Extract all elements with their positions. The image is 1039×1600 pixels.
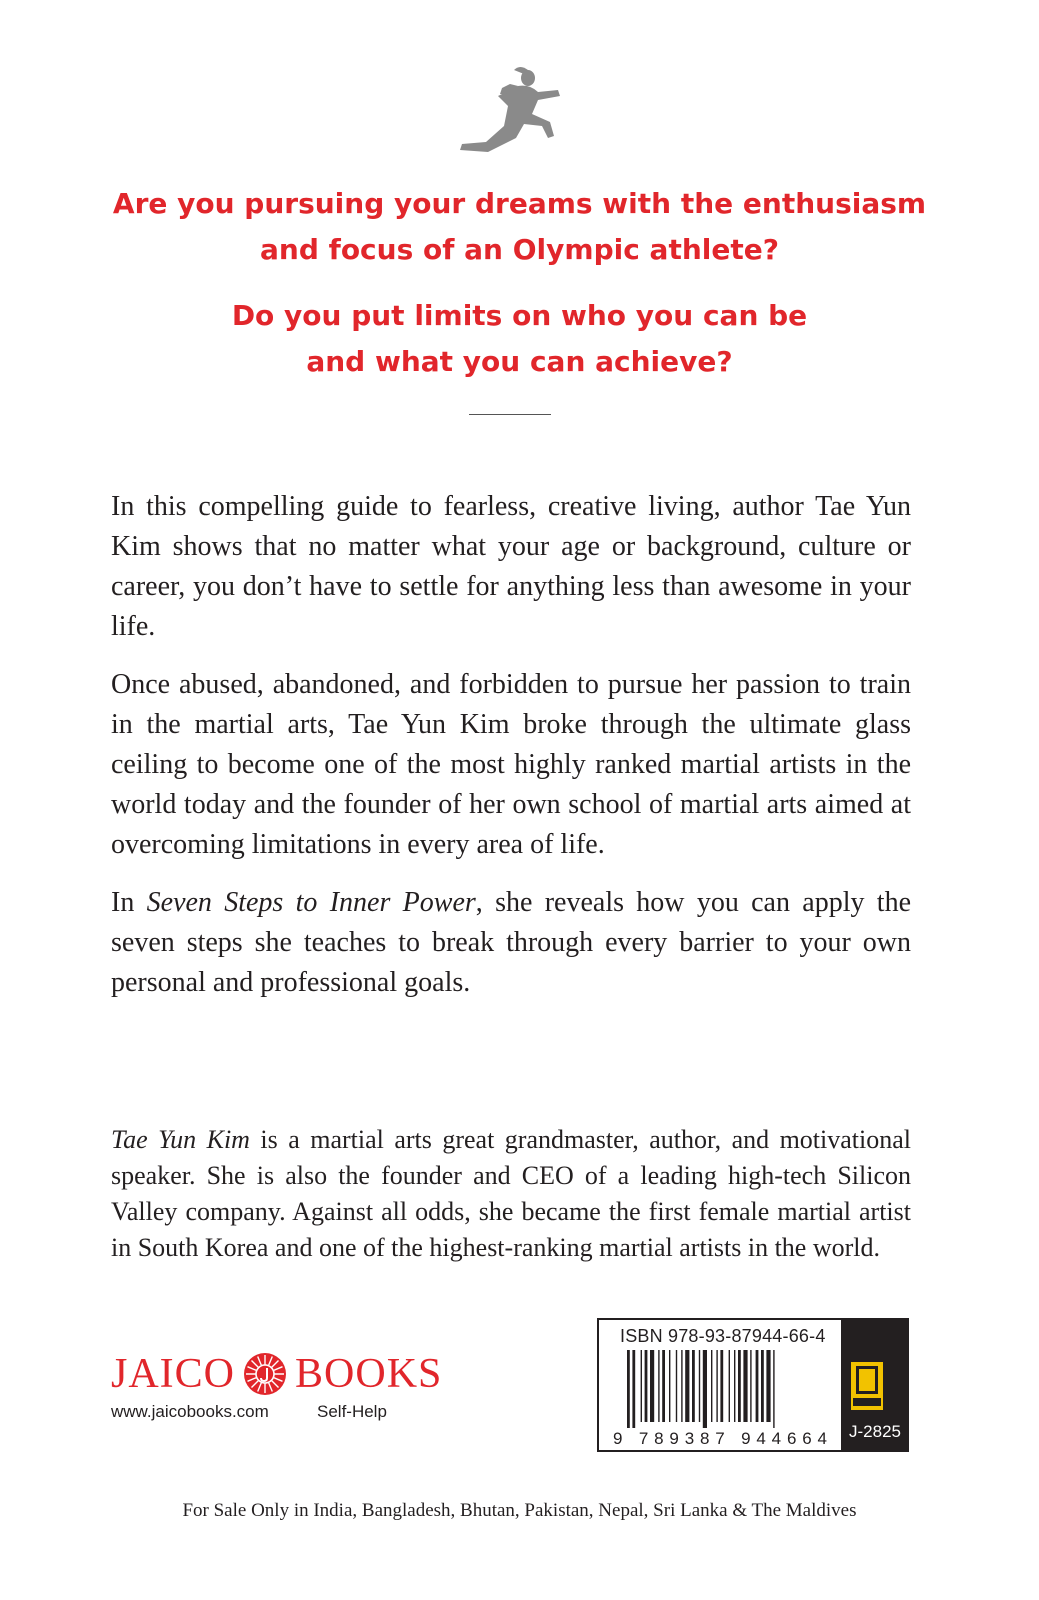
tagline-q1-line1: Are you pursuing your dreams with the enthusiasm [112,187,927,220]
tagline-q2-line2: and what you can achieve? [306,345,733,378]
barcode-bar [756,1350,759,1422]
jaico-sun-logo-icon [243,1352,287,1396]
barcode-bar [632,1350,635,1428]
barcode-bar [738,1350,741,1422]
barcode-bar [641,1350,642,1422]
author-bio [111,1122,911,1266]
barcode-block [597,1318,909,1452]
barcode-bar [750,1350,751,1422]
catalog-code: J-2825 [849,1422,901,1441]
ebook-available-icon [851,1362,883,1410]
p3-rest: , she reveals how you can apply the seven steps she teaches to break through every barrier to your own personal and professional goals. [111,887,912,998]
barcode-icon [613,1350,837,1446]
description [111,487,911,1021]
barcode-bar [645,1350,648,1422]
tagline-question-two [80,293,959,385]
barcode-bar [699,1350,700,1422]
publisher-name-left: JAICO [111,1351,236,1397]
barcode-bar [766,1350,770,1422]
barcode-bar [669,1350,670,1422]
barcode-bar [658,1350,659,1422]
martial-artist-silhouette-icon [458,66,578,156]
barcode-digits: 9 789387 944664 [613,1429,827,1446]
barcode-bar [711,1350,712,1422]
book-title: Seven Steps to Inner Power [146,887,476,918]
author-name: Tae Yun Kim [111,1125,250,1154]
barcode-bar [692,1350,695,1422]
barcode-bar [720,1350,723,1422]
tagline-question-one [80,181,959,273]
divider [469,414,551,415]
description-paragraph-1: In this compelling guide to fearless, creative living, author Tae Yun Kim shows that no matter what your age or background, culture or career, you don’t have to settle for anything less than awesome in your life. [111,491,911,642]
barcode-bar [681,1350,682,1422]
barcode-bar [761,1350,764,1422]
author-bio-text [111,1122,911,1266]
barcode-bar [716,1350,717,1422]
description-paragraph-3 [111,883,911,1003]
sale-notice: For Sale Only in India, Bangladesh, Bhutan, Pakistan, Nepal, Sri Lanka & The Maldives [182,1500,857,1521]
p3-prefix: In [111,887,147,918]
genre-label: Self-Help [317,1402,387,1421]
barcode-bar [662,1350,665,1422]
tagline-q2-line1: Do you put limits on who you can be [231,299,808,332]
description-paragraph-2: Once abused, abandoned, and forbidden to pursue her passion to train in the martial arts, Tae Yun Kim broke through the ultimate glass ceiling to become one of the most highly ranked martial artists in the world today and the founder of her own school of martial arts aimed at overcoming limitations in every area of life. [111,669,911,860]
tagline-q1-line2: and focus of an Olympic athlete? [260,233,779,266]
barcode-bar [685,1350,689,1422]
isbn-label: ISBN 978-93-87944-66-4 [620,1326,826,1346]
barcode-bar [703,1350,707,1428]
publisher-name-right: BOOKS [295,1351,443,1397]
author-bio-body: is a martial arts great grandmaster, author, and motivational speaker. She is also the founder and CEO of a leading high-tech Silicon Valley company. Against all odds, she became the first female martial artist in South Korea and one of the highest-ranking martial artists in the world. [111,1125,911,1262]
barcode-bar [743,1350,747,1422]
barcode-bar [729,1350,730,1422]
barcode-panel [599,1320,841,1450]
barcode-bar [676,1350,677,1422]
barcode-bar [650,1350,654,1422]
publisher-block [111,1350,471,1430]
publisher-url[interactable]: www.jaicobooks.com [111,1402,269,1421]
barcode-bar [734,1350,735,1422]
barcode-bar [627,1350,630,1428]
publisher-name [111,1350,442,1398]
barcode-bar [773,1350,774,1428]
